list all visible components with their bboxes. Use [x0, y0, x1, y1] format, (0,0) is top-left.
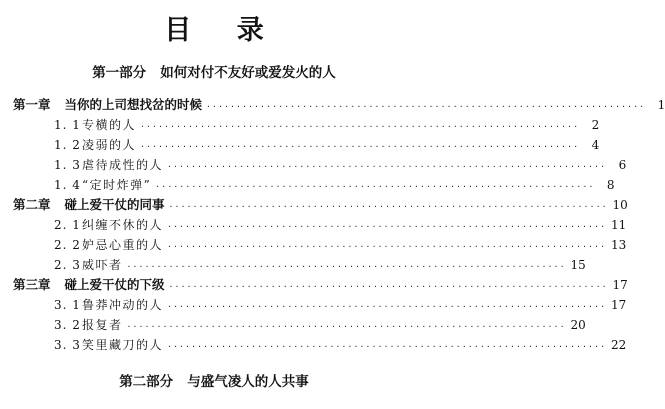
section-entry[interactable]	[54, 176, 615, 194]
chapter-number: 第二章	[13, 197, 51, 212]
part-title: 如何对付不友好或爱发火的人	[160, 65, 336, 81]
page-number: 13	[610, 238, 627, 252]
chapter-title: 碰上爱干仗的下级	[64, 277, 165, 292]
part-title: 与盛气凌人的人共事	[187, 374, 309, 390]
part-heading	[0, 373, 428, 391]
section-title: 报复者	[82, 318, 123, 332]
page-number: 17	[610, 298, 627, 312]
section-title: 纠缠不休的人	[82, 218, 164, 232]
chapter-entry[interactable]	[13, 196, 628, 214]
dot-leader: ·········································································	[206, 102, 646, 111]
page-title: 目 录	[164, 15, 282, 46]
page-number: 10	[612, 198, 628, 212]
part-heading	[0, 64, 428, 82]
dot-leader: ·········································································	[126, 262, 566, 271]
section-entry[interactable]	[54, 336, 627, 354]
dot-leader: ·········································································	[167, 342, 607, 351]
chapter-entry[interactable]	[13, 96, 665, 114]
section-number: 1. 3	[54, 158, 81, 172]
page-number: 15	[570, 258, 586, 272]
section-title: 妒忌心重的人	[82, 238, 164, 252]
section-number: 3. 1	[54, 298, 81, 312]
section-title: 专横的人	[82, 118, 137, 132]
page-number: 11	[610, 218, 627, 232]
section-number: 1. 4	[54, 178, 81, 192]
page-number: 8	[606, 178, 615, 192]
section-number: 2. 3	[54, 258, 81, 272]
section-title: 凌弱的人	[82, 138, 137, 152]
section-entry[interactable]	[54, 216, 627, 234]
section-entry[interactable]	[54, 296, 627, 314]
page-number: 1	[657, 98, 665, 112]
section-number: 1. 1	[54, 118, 81, 132]
section-number: 3. 3	[54, 338, 81, 352]
section-title: “定时炸弹”	[82, 178, 152, 192]
dot-leader: ·········································································	[155, 182, 595, 191]
page-number: 20	[570, 318, 586, 332]
section-entry[interactable]	[54, 116, 600, 134]
section-title: 威吓者	[82, 258, 123, 272]
chapter-number: 第一章	[13, 97, 51, 112]
dot-leader: ·········································································	[168, 202, 608, 211]
section-entry[interactable]	[54, 236, 627, 254]
section-entry[interactable]	[54, 156, 627, 174]
section-number: 1. 2	[54, 138, 81, 152]
section-title: 笑里藏刀的人	[82, 338, 164, 352]
page-number: 2	[591, 118, 600, 132]
part-label: 第一部分	[92, 65, 147, 81]
part-label: 第二部分	[119, 374, 174, 390]
section-title: 虐待成性的人	[82, 158, 164, 172]
dot-leader: ·········································································	[167, 162, 607, 171]
page-number: 6	[618, 158, 627, 172]
chapter-title: 碰上爱干仗的同事	[64, 197, 165, 212]
page-number: 17	[612, 278, 628, 292]
chapter-entry[interactable]	[13, 276, 628, 294]
section-number: 2. 1	[54, 218, 81, 232]
chapter-title: 当你的上司想找岔的时候	[64, 97, 203, 112]
page-number: 22	[610, 338, 627, 352]
section-entry[interactable]	[54, 316, 586, 334]
section-title: 鲁莽冲动的人	[82, 298, 164, 312]
dot-leader: ·········································································	[140, 122, 580, 131]
section-entry[interactable]	[54, 256, 586, 274]
dot-leader: ·········································································	[140, 142, 580, 151]
page-number: 4	[591, 138, 600, 152]
dot-leader: ·········································································	[167, 302, 607, 311]
dot-leader: ·········································································	[167, 222, 607, 231]
section-entry[interactable]	[54, 136, 600, 154]
dot-leader: ·········································································	[168, 282, 608, 291]
chapter-number: 第三章	[13, 277, 51, 292]
section-number: 3. 2	[54, 318, 81, 332]
dot-leader: ·········································································	[126, 322, 566, 331]
dot-leader: ·········································································	[167, 242, 607, 251]
section-number: 2. 2	[54, 238, 81, 252]
